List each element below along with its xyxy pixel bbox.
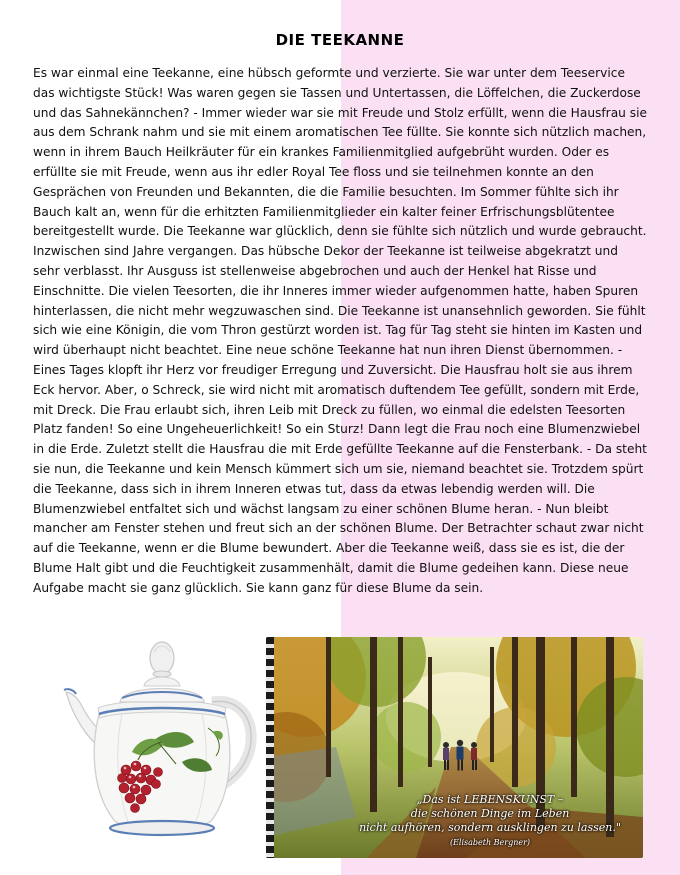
quote-line-2: die schönen Dinge im Leben <box>410 807 570 820</box>
story-text: Es war einmal eine Teekanne, eine hübsch geformte und verzierte. Sie war unter dem Teeservice das wichtigste Stück! Was waren gegen sie Tassen und Untertassen, die Löffelchen, die Zuckerdose und das Sahnekännchen? - Immer wieder war sie mit Freude und Stolz erfüllt, wenn die Hausfrau sie aus dem Schrank nahm und sie mit einem aromatischen Tee füllte. Sie konnte sich nützlich machen, wenn in ihrem Bauch Heilkräuter für ein krankes Familienmitglied aufgebrüht wurden. Oder es erfüllte sie mit Freude, wenn aus ihr edler Royal Tee floss und sie teilnehmen konnte an den Gesprächen von Freunden und Bekannten, die die Familie besuchten. Im Sommer fühlte sich ihr Bauch kalt an, wenn für die erhitzten Familienmitglieder ein kalter feiner Erfrischungsblütentee bereitgestellt wurde. Die Teekanne war glücklich, denn sie fühlte sich nützlich und wurde gebraucht. Inzwischen sind Jahre vergangen. Das hübsche Dekor der Teekanne ist teilweise abgekratzt und sehr verblasst. Ihr Ausguss ist stellenweise abgebrochen und auch der Henkel hat Risse und Einschnitte. Die vielen Teesorten, die ihr Inneres immer wieder aufgenommen hatte, haben Spuren hinterlassen, die nicht mehr wegzuwaschen sind. Die Teekanne ist unansehnlich geworden. Sie fühlt sich wie eine Königin, die vom Thron gestürzt worden ist. Tag für Tag steht sie hinten im Kasten und wird überhaupt nicht beachtet. Eine neue schöne Teekanne hat nun ihren Dienst übernommen. - Eines Tages klopft ihr Herz vor freudiger Erregung und Zuversicht. Die Hausfrau holt sie aus ihrem Eck hervor. Aber, o Schreck, sie wird nicht mit aromatisch duftendem Tee gefüllt, sondern mit Erde, mit Dreck. Die Frau erlaubt sich, ihren Leib mit Dreck zu füllen, wo einmal die edelsten Teesorten Platz fanden! So eine Ungeheuerlichkeit! So ein Sturz! Dann legt die Frau noch eine Blumenzwiebel in die Erde. Zuletzt stellt die Hausfrau die mit Erde gefüllte Teekanne auf die Fensterbank. - Da steht sie nun, die Teekanne und kein Mensch kümmert sich um sie, niemand beachtet sie. Trotzdem spürt die Teekanne, dass sich in ihrem Inneren etwas tut, dass da etwas lebendig werden will. Die Blumenzwiebel entfaltet sich und wächst langsam zu einer schönen Blume heran. - Nun bleibt mancher am Fenster stehen und freut sich an der schönen Blume. Der Betrachter schaut zwar nicht auf die Teekanne, wenn er die Blume bewundert. Aber die Teekanne weiß, dass sie es ist, die der Blume Halt gibt und die Feuchtigkeit zusammenhält, damit die Blume gedeihen kann. Diese neue Aufgabe macht sie ganz glücklich. Sie kann ganz für diese Blume da sein. <box>33 66 647 595</box>
filmstrip-border-left <box>266 637 274 858</box>
quote-author: (Elisabeth Bergner) <box>449 838 531 847</box>
autumn-forest-path-photo <box>266 637 643 858</box>
photo-quote <box>355 793 625 849</box>
quote-line-1: „Das ist LEBENSKUNST – <box>416 793 564 806</box>
quote-line-3: nicht aufhören, sondern ausklingen zu lassen." <box>359 821 621 834</box>
teapot-illustration <box>62 632 262 850</box>
page-title: DIE TEEKANNE <box>275 31 405 49</box>
